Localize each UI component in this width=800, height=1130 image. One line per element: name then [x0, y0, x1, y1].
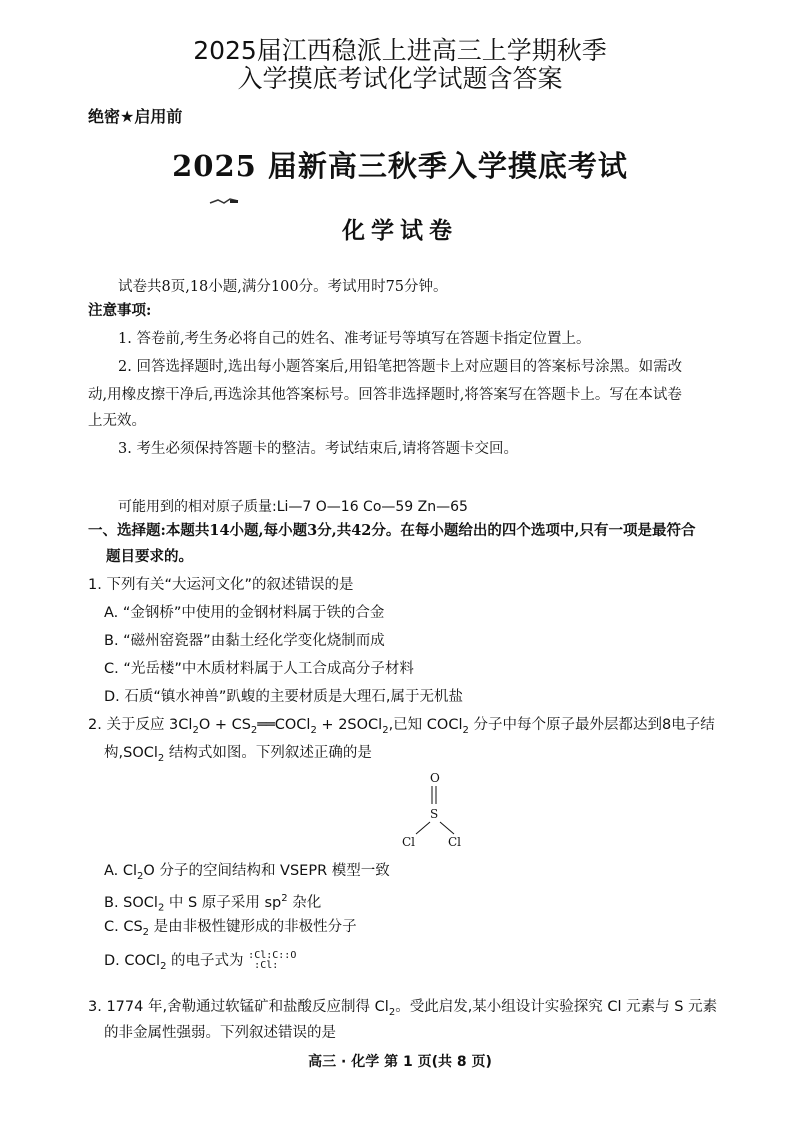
note-2: 2. 回答选择题时,选出每小题答案后,用铅笔把答题卡上对应题目的答案标号涂黑。如需改	[118, 359, 683, 375]
document-title-line-1: 2025届江西稳派上进高三上学期秋季	[193, 36, 607, 65]
q3-stem-line-2: 的非金属性强弱。下列叙述错误的是	[104, 1025, 336, 1041]
q3-stem-line-1: 3. 1774 年,舍勒通过软锰矿和盐酸反应制得 $Cl_2$。受此启发,某小组设计实验探究 Cl 元素与 S 元素	[88, 999, 718, 1018]
q1-option-c: C. “光岳楼”中木质材料属于人工合成高分子材料	[104, 661, 414, 677]
cocl2-electron-formula: :Cl:C::O :Cl:	[248, 950, 297, 971]
q2-option-a: A. $Cl_2O$ 分子的空间结构和 VSEPR 模型一致	[104, 863, 390, 882]
document-title-line-2: 入学摸底考试化学试题含答案	[237, 64, 563, 93]
atom-s: S	[430, 807, 439, 821]
q1-stem: 1. 下列有关“大运河文化”的叙述错误的是	[88, 577, 354, 593]
exam-title: 2025 届新高三秋季入学摸底考试	[172, 149, 628, 183]
q2-option-b: B. SOCl$_2$ 中 S 原子采用 $sp^2$ 杂化	[104, 893, 322, 914]
note-2-cont: 动,用橡皮擦干净后,再选涂其他答案标号。回答非选择题时,将答案写在答题卡上。写在本试卷	[88, 387, 682, 403]
note-1: 1. 答卷前,考生务必将自己的姓名、准考证号等填写在答题卡指定位置上。	[118, 331, 591, 347]
exam-intro: 试卷共8页,18小题,满分100分。考试用时75分钟。	[118, 279, 448, 295]
q1-option-b: B. “磁州窑瓷器”由黏土经化学变化烧制而成	[104, 633, 385, 649]
section-1-heading: 一、选择题:本题共14小题,每小题3分,共42分。在每小题给出的四个选项中,只有一项是最符合	[88, 522, 696, 539]
socl2-structure-diagram	[400, 768, 480, 856]
q1-option-d: D. 石质“镇水神兽”趴蝮的主要材质是大理石,属于无机盐	[104, 689, 464, 705]
q2-stem-line-1: 2. 关于反应 $3Cl_2O$ + $CS_2══COCl_2$ + 2SOCl$_2$,已知 COCl$_2$ 分子中每个原子最外层都达到8电子结	[88, 717, 715, 736]
q1-option-a: A. “金钢桥”中使用的金钢材料属于铁的合金	[104, 605, 385, 621]
note-2-end: 上无效。	[88, 413, 146, 429]
atom-cl-left: Cl	[402, 835, 416, 849]
atomic-masses: 可能用到的相对原子质量:Li—7 O—16 Co—59 Zn—65	[118, 499, 468, 515]
subject-title: 化学试卷	[342, 217, 458, 244]
atom-cl-right: Cl	[448, 835, 462, 849]
scan-artifact	[208, 190, 240, 196]
note-3: 3. 考生必须保持答题卡的整洁。考试结束后,请将答题卡交回。	[118, 441, 519, 457]
section-1-heading-cont: 题目要求的。	[106, 548, 193, 565]
notes-heading: 注意事项:	[88, 302, 152, 319]
q2-stem-line-2: 构,SOCl$_2$ 结构式如图。下列叙述正确的是	[104, 745, 372, 764]
confidential-label: 绝密★启用前	[88, 107, 183, 126]
page-footer: 高三 · 化学 第 1 页(共 8 页)	[308, 1054, 492, 1070]
atom-o: O	[430, 771, 440, 785]
q2-option-d: D. COCl$_2$ 的电子式为 :Cl:C::O :Cl:	[104, 950, 297, 972]
q2-option-c: C. $CS_2$ 是由非极性键形成的非极性分子	[104, 919, 357, 938]
